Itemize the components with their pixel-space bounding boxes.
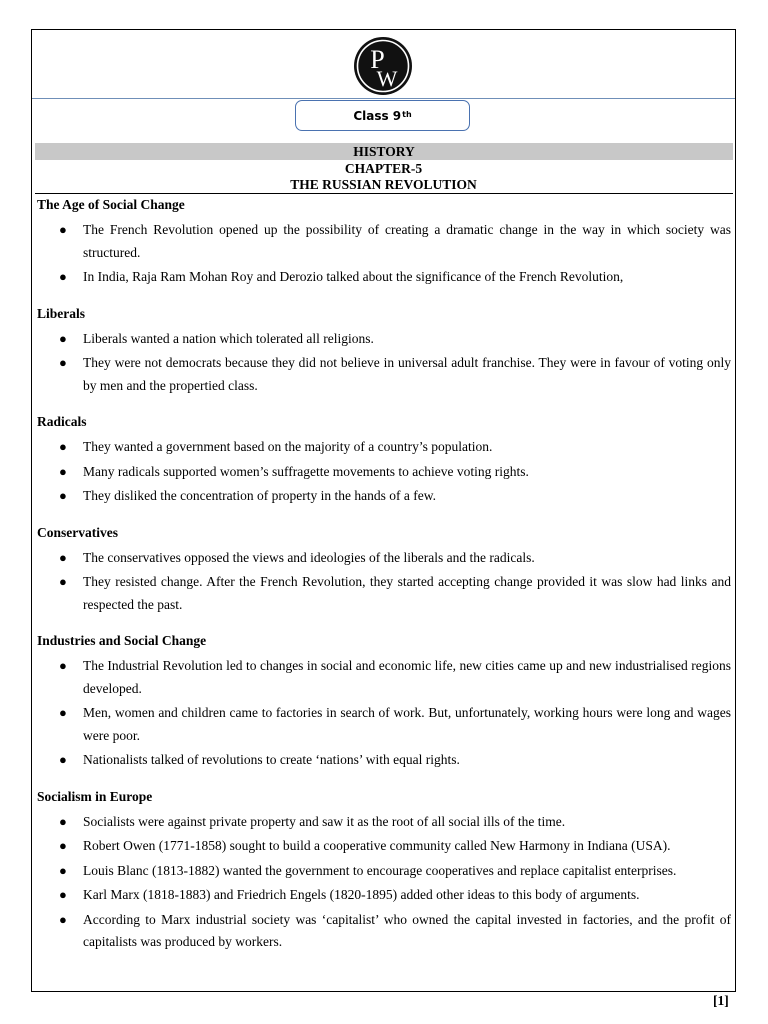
list-item: ● Robert Owen (1771-1858) sought to build a cooperative community called New Harmony in Indiana (USA). <box>37 835 731 858</box>
page-frame <box>31 29 736 992</box>
section-heading: Liberals <box>37 305 86 321</box>
bullet-icon: ● <box>59 439 67 454</box>
class-badge <box>295 100 470 131</box>
list-item: ● The Industrial Revolution led to changes in social and economic life, new cities came up and new industrialised regions developed. <box>37 655 731 700</box>
class-label: Class 9 <box>353 108 402 123</box>
list-item: ● The French Revolution opened up the possibility of creating a dramatic change in the way in which society was structured. <box>37 219 731 264</box>
svg-text:P: P <box>370 45 385 74</box>
bullet-icon: ● <box>59 658 67 673</box>
list-item: ● Nationalists talked of revolutions to create ‘nations’ with equal rights. <box>37 749 731 772</box>
bullet-icon: ● <box>59 488 67 503</box>
notes-content <box>37 196 731 956</box>
list-item: ● Louis Blanc (1813-1882) wanted the government to encourage cooperatives and replace capitalist enterprises. <box>37 860 731 883</box>
bullet-list <box>37 328 731 398</box>
section-socialism-in-europe <box>37 788 731 954</box>
section-liberals <box>37 305 731 398</box>
section-industries-social-change <box>37 632 731 772</box>
section-age-of-social-change <box>37 196 731 289</box>
page-number: [1] <box>713 993 729 1008</box>
subject-heading: HISTORY <box>35 143 733 160</box>
section-heading: Industries and Social Change <box>37 633 207 648</box>
bullet-list <box>37 219 731 289</box>
title-divider <box>35 193 733 194</box>
chapter-heading: CHAPTER-5 <box>344 161 423 176</box>
bullet-icon: ● <box>59 752 67 767</box>
bullet-icon: ● <box>59 574 67 589</box>
bullet-icon: ● <box>59 813 67 829</box>
page-title: THE RUSSIAN REVOLUTION <box>290 177 477 192</box>
list-item: ● Men, women and children came to factories in search of work. But, unfortunately, working hours were long and wages were poor. <box>37 702 731 747</box>
section-heading: Socialism in Europe <box>37 788 153 804</box>
section-heading: Conservatives <box>37 524 118 540</box>
bullet-list <box>37 811 731 954</box>
list-item: ● Liberals wanted a nation which tolerated all religions. <box>37 328 731 351</box>
list-item: ● Karl Marx (1818-1883) and Friedrich Engels (1820-1895) added other ideas to this body of arguments. <box>37 884 731 907</box>
section-radicals <box>37 413 731 508</box>
svg-text:W: W <box>376 66 398 91</box>
section-conservatives <box>37 524 731 617</box>
list-item: ● Many radicals supported women’s suffragette movements to achieve voting rights. <box>37 461 731 484</box>
bullet-icon: ● <box>59 911 67 927</box>
bullet-icon: ● <box>59 355 67 370</box>
list-item: ● They were not democrats because they did not believe in universal adult franchise. They were in favour of voting only by men and the propertied class. <box>37 352 731 397</box>
list-item: ● They resisted change. After the French Revolution, they started accepting change provided it was slow had links and respected the past. <box>37 571 731 616</box>
bullet-list <box>37 436 731 508</box>
bullet-icon: ● <box>59 330 67 346</box>
bullet-icon: ● <box>59 838 67 853</box>
bullet-icon: ● <box>59 463 67 479</box>
bullet-icon: ● <box>59 887 67 902</box>
bullet-icon: ● <box>59 705 67 720</box>
list-item: ● According to Marx industrial society was ‘capitalist’ who owned the capital invested in factories, and the profit of capitalists was produced by workers. <box>37 909 731 954</box>
pw-logo-icon <box>353 36 413 96</box>
class-suffix: th <box>402 110 412 119</box>
list-item: ● The conservatives opposed the views and ideologies of the liberals and the radicals. <box>37 547 731 570</box>
logo-header <box>32 30 735 99</box>
section-heading: The Age of Social Change <box>37 197 185 212</box>
list-item: ● They disliked the concentration of property in the hands of a few. <box>37 485 731 508</box>
bullet-list <box>37 547 731 617</box>
bullet-list <box>37 655 731 772</box>
bullet-icon: ● <box>59 549 67 565</box>
bullet-icon: ● <box>59 862 67 878</box>
section-heading: Radicals <box>37 414 87 429</box>
list-item: ● In India, Raja Ram Mohan Roy and Derozio talked about the significance of the French Revolution, <box>37 266 731 289</box>
list-item: ● Socialists were against private property and saw it as the root of all social ills of the time. <box>37 811 731 834</box>
list-item: ● They wanted a government based on the majority of a country’s population. <box>37 436 731 459</box>
bullet-icon: ● <box>59 222 67 237</box>
bullet-icon: ● <box>59 269 67 284</box>
